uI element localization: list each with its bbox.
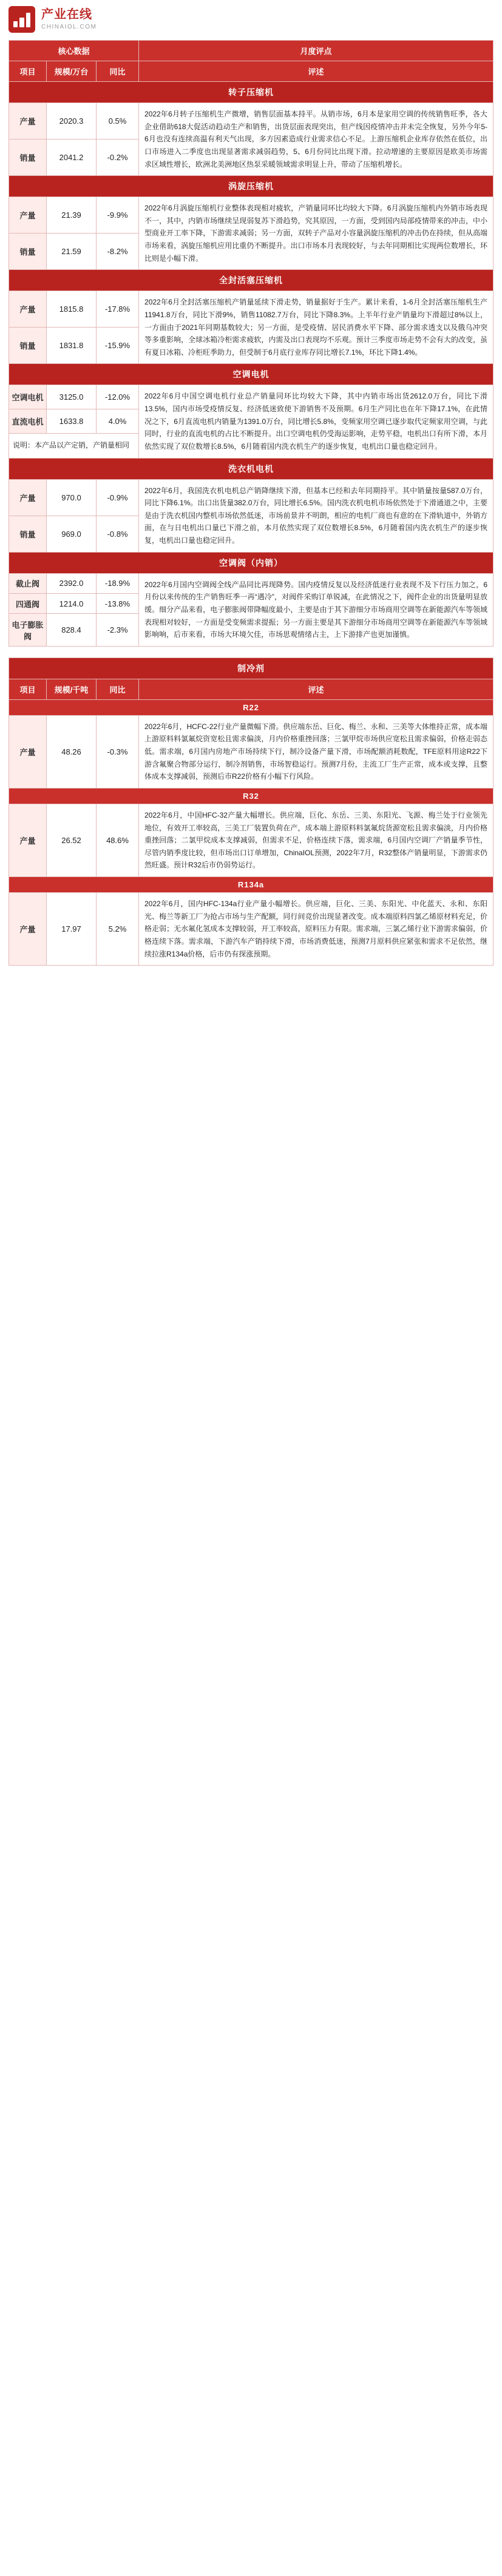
brand-title: 产业在线 (41, 8, 92, 22)
row-item: 产量 (9, 103, 47, 140)
row-desc: 2022年6月转子压缩机生产微增，销售层面基本持平。从销市场，6月本是家用空调的传统销售旺季，各大企业借助618大促活动趋动生产和销售，出货层面表现突出，但产线因疫情冲击并未完全恢复，另外今年5-6月也没有连续高温有利天气出现，多方因素造成行业需求信心不足。上游压缩机企业库存依然在低位，出口市场进入二季度也出现显著需求减弱趋势，5、6月份同比出现下滑。拉动增速的主要原因是欧美市场需求区域性增长，欧洲北美洲地区热泵采暖领域需求明显上升，带动了压缩机增长。 (139, 103, 494, 176)
row-desc: 2022年6月，中国HFC-32产量大幅增长。供应端，巨化、东岳、三美、东阳光、飞源、梅兰处于行业领先地位，有效开工率较高，三美工厂装置负荷在产，成本端上游原料料氯氟烷货源宽松且需求偏淡，月内价格重挫回落；二氯甲烷成本支撑减弱，但需求不足，价格连续下落，需求端，6月国内空调厂产销量季节性，尽管内销季度比较，但市场出口订单增加，ChinaIOL预测，2022年7月，R32整体产销量明显，下游需求仍然旺盛。预计R32后市仍弱势运行。 (139, 804, 494, 876)
section-banner: 转子压缩机 (9, 82, 494, 103)
row-yoy: -0.3% (97, 715, 139, 788)
row-item: 四通阀 (9, 594, 47, 614)
table-row (9, 715, 494, 788)
row-item: 直流电机 (9, 409, 47, 434)
row-yoy: -12.0% (97, 385, 139, 409)
table-row (9, 893, 494, 966)
row-scale: 2392.0 (47, 573, 97, 593)
refrigerant-group-banner: R32 (9, 788, 494, 804)
refrigerant-header (9, 679, 494, 699)
row-item: 空调电机 (9, 385, 47, 409)
row-item: 产量 (9, 479, 47, 516)
row-item: 销量 (9, 140, 47, 176)
section-banner: 空调阀（内销） (9, 552, 494, 573)
row-scale: 3125.0 (47, 385, 97, 409)
row-item: 销量 (9, 234, 47, 270)
section-banner: 涡旋压缩机 (9, 176, 494, 197)
row-scale: 21.59 (47, 234, 97, 270)
row-yoy: 5.2% (97, 893, 139, 966)
row-item: 电子膨胀阀 (9, 614, 47, 646)
brand-subtitle: CHINAIOL.COM (41, 24, 97, 31)
table-row (9, 479, 494, 516)
row-yoy: -15.9% (97, 328, 139, 364)
row-item: 截止阀 (9, 573, 47, 593)
page-header (0, 0, 502, 40)
row-item: 产量 (9, 715, 47, 788)
report-page (0, 0, 502, 966)
row-scale: 1831.8 (47, 328, 97, 364)
table-row (9, 573, 494, 593)
row-scale: 2041.2 (47, 140, 97, 176)
col-scale: 规模/万台 (47, 61, 97, 82)
row-scale: 17.97 (47, 893, 97, 966)
row-desc: 2022年6月涡旋压缩机行业整体表现相对疲软，产销量同环比均较大下降。6月涡旋压缩机内外销市场表现不一，其中，内销市场继续呈现弱复苏下滑趋势，究其原因，一方面，受到国内局部疫情带来的冲击，中小型商业开工率下降，下游需求减弱；另一方面，双转子产品对小容量涡旋压缩机的冲击仍在持续，但从高端市场来看，涡旋压缩机应用比重仍不断提升。出口市场本月表现较好，与去年同期相比实现两位数增长，环比则是小幅下滑。 (139, 197, 494, 270)
row-item: 产量 (9, 893, 47, 966)
col-scale: 规模/千吨 (47, 679, 97, 699)
col-desc: 评述 (139, 61, 494, 82)
monthly-review-table (8, 40, 494, 647)
row-yoy: -0.8% (97, 516, 139, 552)
row-yoy: -17.8% (97, 291, 139, 328)
row-yoy: -0.9% (97, 479, 139, 516)
row-yoy: -8.2% (97, 234, 139, 270)
refrigerant-group-banner: R134a (9, 877, 494, 893)
row-scale: 1815.8 (47, 291, 97, 328)
row-scale: 969.0 (47, 516, 97, 552)
row-yoy: -9.9% (97, 197, 139, 234)
table-header-top (9, 41, 494, 61)
table-row (9, 385, 494, 409)
row-scale: 1214.0 (47, 594, 97, 614)
refrigerant-banner: 制冷剂 (9, 657, 494, 679)
row-desc: 2022年6月，国内HFC-134a行业产量小幅增长。供应端，巨化、三美、东阳光、中化蓝天、永和、东阳光、梅兰等新工厂为抢占市场与生产配额，同行间竞价出现显著改变。成本端原料四氯乙烯原材料充足，价格走弱；无水氟化氢成本支撑较弱，开工率较高，原料压力有限。需求端，三氯乙烯行业下游需求偏弱，价格连续下落。需求端，下游汽车产销持续下滑，市场消费低迷，预测7月原料供应紧张和需求不足依然，继续拉涨R134a价格，后市仍有探涨预期。 (139, 893, 494, 966)
row-item: 产量 (9, 197, 47, 234)
col-item: 项目 (9, 679, 47, 699)
row-yoy: 48.6% (97, 804, 139, 876)
row-scale: 2020.3 (47, 103, 97, 140)
section-note: 说明：本产品以产定销，产销量相同 (9, 434, 139, 458)
bar-chart-logo-icon (8, 6, 35, 33)
row-desc: 2022年6月全封活塞压缩机产销量延续下滑走势，销量据好于生产。累计来看，1-6月全封活塞压缩机生产11941.8万台，同比下滑9%，销售11082.7万台，同比下降8.3%。上半年行业产销量均下滑超过8%以上，一方面由于2021年同期基数较大；另一方面，是受疫情、居民消费水平下降、部分需求透支以及俄乌冲突等多重影响，全球冰箱冷柜需求疲软，内需及出口表现均不乐观。预计三季度市场走势不会有大的改变，虽有夏日冰箱、冷柜旺季助力，但受制于6月底行业库存同比增长7.1%，环比下降1.4%。 (139, 291, 494, 364)
row-scale: 26.52 (47, 804, 97, 876)
row-yoy: -0.2% (97, 140, 139, 176)
table-header-sub (9, 61, 494, 82)
col-core-data: 核心数据 (9, 41, 139, 61)
section-banner: 全封活塞压缩机 (9, 270, 494, 291)
row-yoy: 0.5% (97, 103, 139, 140)
refrigerant-table (8, 657, 494, 966)
row-scale: 970.0 (47, 479, 97, 516)
row-scale: 21.39 (47, 197, 97, 234)
row-scale: 828.4 (47, 614, 97, 646)
row-scale: 1633.8 (47, 409, 97, 434)
table-row (9, 103, 494, 140)
row-item: 产量 (9, 291, 47, 328)
table-row (9, 291, 494, 328)
row-yoy: -13.8% (97, 594, 139, 614)
row-yoy: -18.9% (97, 573, 139, 593)
row-item: 销量 (9, 328, 47, 364)
row-desc: 2022年6月国内空调阀全线产品同比再现降势。国内疫情反复以及经济低迷行业表现不及下行压力加之，6月份以来传统的生产销售旺季一再“遇冷”，对阀件采购订单锐减，在此情况之下，阀件企业的出货量明显放缓。细分产品来看，电子膨胀阀带降幅度最小，主要是由于其下游细分市场商用空调等在新能源汽车等领域表现相对较好，一方面是受变频需求提振；另一方面主要是其下游细分市场商用空调等在新能源汽车等领域影响响，后市来看，市场大环境欠佳，市场思观情绪占主，上下游排产也更加谨慎。 (139, 573, 494, 646)
section-banner: 空调电机 (9, 364, 494, 385)
table-row (9, 197, 494, 234)
row-item: 销量 (9, 516, 47, 552)
col-monthly-review: 月度评点 (139, 41, 494, 61)
row-scale: 48.26 (47, 715, 97, 788)
row-item: 产量 (9, 804, 47, 876)
section-banner: 洗衣机电机 (9, 458, 494, 479)
table-row (9, 804, 494, 876)
col-yoy: 同比 (97, 679, 139, 699)
row-yoy: 4.0% (97, 409, 139, 434)
row-desc: 2022年6月中国空调电机行业总产销量同环比均较大下降，其中内销市场出货2612.0万台，同比下滑13.5%，国内市场受疫情反复、经济低迷致使下游销售不及预期。6月生产同比也在年下降17.1%，在此情况之下，6月直流电机内销量为1391.0万台，同比增长5.8%，变频家用空调已逐步取代定频家用空调，与此同时，行业的直流电机的占比不断提升。出口空调电机仍受海运影响，走势平稳，电机出口有所下滑，本月依然实现了双位数增长8.5%，6月随着国内洗衣机生产的逐步恢复，电机出口量也稳定回升。 (139, 385, 494, 458)
col-desc: 评述 (139, 679, 494, 699)
row-yoy: -2.3% (97, 614, 139, 646)
row-desc: 2022年6月，我国洗衣机电机总产销降继续下滑，但基本已经和去年同期持平。其中销量按量587.0万台，同比下降6.1%。出口出货量382.0万台，同比增长6.5%。国内洗衣机电机市场依然处于下滑通道之中，主要是由于洗衣机国内整机市场依然低迷，市场前景并不明朗，相应的电机厂商也有意的在下滑轨道中，外销方面，在与日电机出口量已下滑之前，本月依然实现了双位数增长8.5%，6月随着国内洗衣机生产的逐步恢复，电机出口量也稳定回升。 (139, 479, 494, 552)
brand-text (41, 8, 97, 31)
col-yoy: 同比 (97, 61, 139, 82)
refrigerant-group-banner: R22 (9, 699, 494, 715)
row-desc: 2022年6月，HCFC-22行业产量微幅下滑。供应端东岳、巨化、梅兰、永和、三美等大体维持正常，成本端上游原料料氯氟烷资宽松且需求偏淡，月内价格重挫回落；三氯甲烷市场供应宽松且需求偏弱，价格走弱态低。需求端，6月国内房地产市场持续下行，制冷设备产量下滑，市场配额消耗数配，TFE原料用途R22下游含氟聚合物部分运行，制冷剂销售，市场智稳运行。预测7月份，主流工厂生产正常，成本或支撑，且整体成本支撑减弱，预测后市R22价格有小幅下行风险。 (139, 715, 494, 788)
col-item: 项目 (9, 61, 47, 82)
